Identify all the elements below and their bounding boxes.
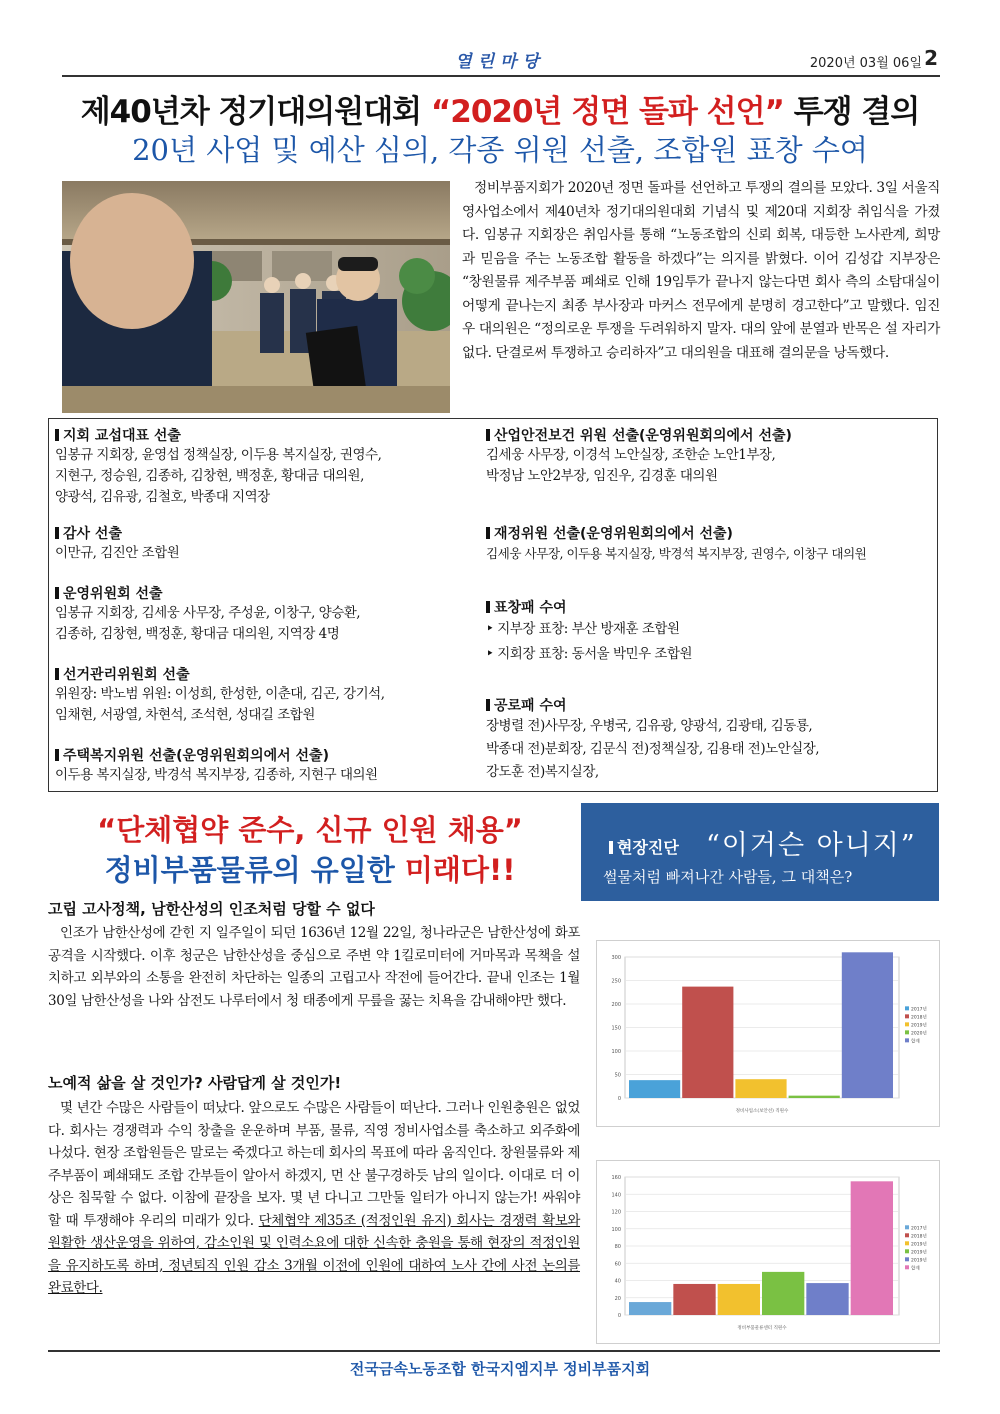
election-section: [486, 695, 926, 784]
y-tick-label: 60: [614, 1261, 621, 1268]
bar: [806, 1283, 848, 1315]
legend-label: 2020년: [911, 1031, 927, 1037]
section-heading: 표창패 수여: [486, 597, 926, 617]
legend-label: 2018년: [911, 1234, 927, 1240]
y-tick-label: 160: [611, 1175, 621, 1181]
election-section: [55, 745, 495, 786]
election-results-box: [48, 418, 938, 792]
y-tick-label: 140: [611, 1192, 621, 1199]
y-tick-label: 300: [611, 955, 621, 961]
lead-article: [462, 177, 940, 365]
article-heading-1: 고립 고사정책, 남한산성의 인조처럼 당할 수 없다: [48, 900, 375, 918]
legend-swatch: [905, 1022, 909, 1026]
slogan-line1: “단체협약 준수, 신규 인원 채용”: [97, 813, 523, 847]
bar: [842, 952, 893, 1098]
member-line: 박종대 전)분회장, 김문식 전)정책실장, 김용태 전)노안실장,: [486, 741, 820, 757]
member-line: 이두용 복지실장, 박경석 복지부장, 김종하, 지현구 대의원: [55, 767, 378, 783]
legend-label: 2017년: [911, 1007, 927, 1013]
legend-label: 2019년: [911, 1023, 927, 1029]
y-tick-label: 0: [617, 1313, 621, 1319]
legend-label: 합계: [911, 1266, 920, 1272]
bar: [629, 1080, 680, 1098]
member-line: 임봉규 지회장, 김세웅 사무장, 주성윤, 이창구, 양승환,: [55, 605, 361, 621]
legend-swatch: [905, 1249, 909, 1253]
y-tick-label: 80: [614, 1244, 621, 1250]
legend-label: 2019년: [911, 1250, 927, 1256]
legend-swatch: [905, 1241, 909, 1245]
bar: [735, 1079, 786, 1098]
headline-quote: “2020년 정면 돌파 선언”: [430, 94, 784, 130]
section-heading: 산업안전보건 위원 선출(운영위원회의에서 선출): [486, 425, 926, 445]
page-number: 2: [924, 46, 938, 70]
member-line: ‣ 지회장 표창: 동서울 박민우 조합원: [486, 646, 693, 662]
section-heading: 재정위원 선출(운영위원회의에서 선출): [486, 523, 926, 543]
legend-swatch: [905, 1225, 909, 1229]
footer-publisher: 전국금속노동조합 한국지엠지부 정비부품지회: [349, 1360, 651, 1378]
member-line: 장병렬 전)사무장, 우병국, 김유광, 양광석, 김광태, 김동룡,: [486, 718, 813, 734]
lead-paragraph: 정비부품지회가 2020년 정면 돌파를 선언하고 투쟁의 결의를 모았다. 3일 서울직영사업소에서 제40년차 정기대의원대회 기념식 및 제20대 지회장 취임식을 가졌다. 임봉규 지회장은 취임사를 통해 “노동조합의 신뢰 회복, 대등한 노사관계, 희망과 믿음을 주는 노동조합 활동을 하겠다”는 의지를 밝혔다. 이어 김성갑 지부장은 “창원물류 제주부품 폐쇄로 인해 19임투가 끝나지 않는다면 회사 측의 소탐대실이 어떻게 끝나는지 최종 부사장과 마커스 전무에게 분명히 경고한다”고 말했다. 임진우 대의원은 “정의로운 투쟁을 두려워하지 말자. 대의 앞에 분열과 반목은 설 자리가 없다. 단결로써 투쟁하고 승리하자”고 대의원을 대표해 결의문을 낭독했다.: [462, 180, 940, 361]
y-tick-label: 200: [611, 1002, 621, 1008]
section-heading: 운영위원회 선출: [55, 583, 495, 603]
diagnosis-quote: “이거슨 아니지”: [706, 830, 917, 861]
bar: [789, 1096, 840, 1098]
y-tick-label: 100: [611, 1226, 621, 1233]
diagnosis-subtitle: 썰물처럼 빠져나간 사람들, 그 대책은?: [603, 868, 853, 886]
bar: [851, 1181, 893, 1315]
bar: [718, 1284, 760, 1315]
member-line: 김세웅 사무장, 이두용 복지실장, 박경석 복지부장, 권영수, 이창구 대의원: [486, 546, 867, 561]
election-section: [486, 425, 926, 487]
member-line: 김세웅 사무장, 이경석 노안실장, 조한순 노안1부장,: [486, 447, 776, 463]
staff-chart-2: [596, 1160, 940, 1344]
legend-swatch: [905, 1233, 909, 1237]
member-line: 임봉규 지회장, 윤영섭 정책실장, 이두용 복지실장, 권영수,: [55, 447, 382, 463]
member-line: 강도훈 전)복지실장,: [486, 764, 599, 780]
legend-label: 2019년: [911, 1258, 927, 1264]
member-line: 임채현, 서광열, 차현석, 조석현, 성대길 조합원: [55, 707, 315, 723]
header-rule: [62, 75, 940, 77]
article-heading-2: 노예적 삶을 살 것인가? 사람답게 살 것인가!: [48, 1074, 342, 1092]
legend-swatch: [905, 1006, 909, 1010]
legend-swatch: [905, 1030, 909, 1034]
legend-label: 합계: [911, 1039, 920, 1045]
y-tick-label: 50: [614, 1072, 621, 1079]
y-tick-label: 150: [611, 1025, 621, 1032]
bar: [629, 1302, 671, 1315]
issue-date: 2020년 03월 06일: [809, 56, 922, 71]
y-tick-label: 20: [614, 1295, 621, 1302]
headline-part1: 제40년차 정기대의원대회: [80, 94, 431, 130]
member-line: ‣ 지부장 표창: 부산 방재훈 조합원: [486, 621, 680, 637]
member-line: 지현구, 정승원, 김종하, 김창현, 백정훈, 황대금 대의원,: [55, 468, 364, 484]
bar: [673, 1284, 715, 1315]
legend-label: 2019년: [911, 1242, 927, 1248]
section-heading: 선거관리위원회 선출: [55, 664, 495, 684]
member-line: 위원장: 박노범 위원: 이성희, 한성한, 이춘대, 김곤, 강기석,: [55, 686, 385, 702]
y-tick-label: 100: [611, 1049, 621, 1055]
election-section: [55, 523, 495, 564]
election-section: [55, 583, 495, 645]
bar: [762, 1272, 804, 1315]
bar: [682, 987, 733, 1098]
section-title: 열린마당: [455, 52, 545, 72]
event-photo: [62, 181, 450, 413]
diagnosis-tag: 현장진단: [609, 835, 679, 858]
x-axis-label: 정비사업소(보안선) 직원수: [735, 1109, 789, 1114]
section-heading: 지회 교섭대표 선출: [55, 425, 495, 445]
legend-swatch: [905, 1038, 909, 1042]
election-section: [486, 523, 926, 564]
subheadline: 20년 사업 및 예산 심의, 각종 위원 선출, 조합원 표창 수여: [132, 133, 868, 167]
article-paragraph-2: 몇 년간 수많은 사람들이 떠났다. 앞으로도 수많은 사람들이 떠난다. 그러나 인원충원은 없었다. 회사는 경쟁력과 수익 창출을 운운하며 부품, 물류, 직영 정비사업소를 축소하고 외주화에 나섰다. 현장 조합원들은 말로는 죽겠다고 하는데 회사의 목표에 따라 움직인다. 창원물류와 제주부품이 폐쇄돼도 조합 간부들이 알아서 하겠지, 먼 산 불구경하듯 남의 일이다. 이대로 더 이상은 침묵할 수 없다. 이참에 끝장을 보자. 몇 년 다니고 그만둘 일터가 아니지 않는가! 싸워야 할 때 투쟁해야 우리의 미래가 있다. 단체협약 제35조 (적정인원 유지) 회사는 경쟁력 확보와 원활한 생산운영을 위하여, 감소인원 및 인력소요에 대한 신속한 충원을 통해 현장의 적정인원을 유지하도록 하며, 정년퇴직 인원 감소 3개월 이전에 인원에 대하여 노사 간에 사전 논의를 완료한다.: [48, 1100, 581, 1296]
headline-part2: 투쟁 결의: [783, 94, 920, 130]
section-heading: 주택복지위원 선출(운영위원회의에서 선출): [55, 745, 495, 765]
staff-chart-1: [596, 940, 940, 1127]
legend-label: 2018년: [911, 1015, 927, 1021]
election-section: [55, 664, 495, 726]
member-line: 박정남 노안2부장, 임진우, 김경훈 대의원: [486, 468, 718, 484]
member-line: 양광석, 김유광, 김철호, 박종대 지역장: [55, 489, 270, 505]
slogan-line2: 정비부품물류의 유일한 미래다!!: [104, 853, 516, 887]
article-paragraph-1: 인조가 남한산성에 갇힌 지 일주일이 되던 1636년 12월 22일, 청나라군은 남한산성에 화포 공격을 시작했다. 이후 청군은 남한산성을 중심으로 주변 약 1킬로미터에 거마목과 목책을 설치하고 외부와의 소통을 완전히 차단하는 일종의 고립고사 작전에 들어간다. 끝내 인조는 1월 30일 남한산성을 나와 삼전도 나루터에서 청 태종에게 무릎을 꿇는 치욕을 감내해야만 했다.: [48, 925, 580, 1009]
section-heading: 감사 선출: [55, 523, 495, 543]
legend-swatch: [905, 1265, 909, 1269]
section-heading: 공로패 수여: [486, 695, 926, 715]
legend-swatch: [905, 1257, 909, 1261]
y-tick-label: 120: [611, 1209, 621, 1216]
footer-rule: [48, 1350, 940, 1352]
agreement-clause: 단체협약 제35조 (적정인원 유지) 회사는 경쟁력 확보와 원활한 생산운영을 위하여, 감소인원 및 인력소요에 대한 신속한 충원을 통해 현장의 적정인원을 유지하도록 하며, 정년퇴직 인원 감소 3개월 이전에 인원에 대하여 노사 간에 사전 논의를 완료한다.: [48, 1212, 581, 1296]
y-tick-label: 0: [617, 1096, 621, 1102]
y-tick-label: 250: [611, 978, 621, 985]
x-axis-label: 정비부품물류센터 직원수: [737, 1326, 787, 1331]
headline: [0, 86, 1000, 131]
y-tick-label: 40: [614, 1278, 621, 1285]
member-line: 이만규, 김진안 조합원: [55, 545, 180, 561]
field-diagnosis-banner: [581, 803, 939, 901]
legend-label: 2017년: [911, 1226, 927, 1232]
member-line: 김종하, 김창현, 백정훈, 황대금 대의원, 지역장 4명: [55, 626, 340, 642]
legend-swatch: [905, 1014, 909, 1018]
election-section: [486, 597, 926, 667]
election-section: [55, 425, 495, 508]
